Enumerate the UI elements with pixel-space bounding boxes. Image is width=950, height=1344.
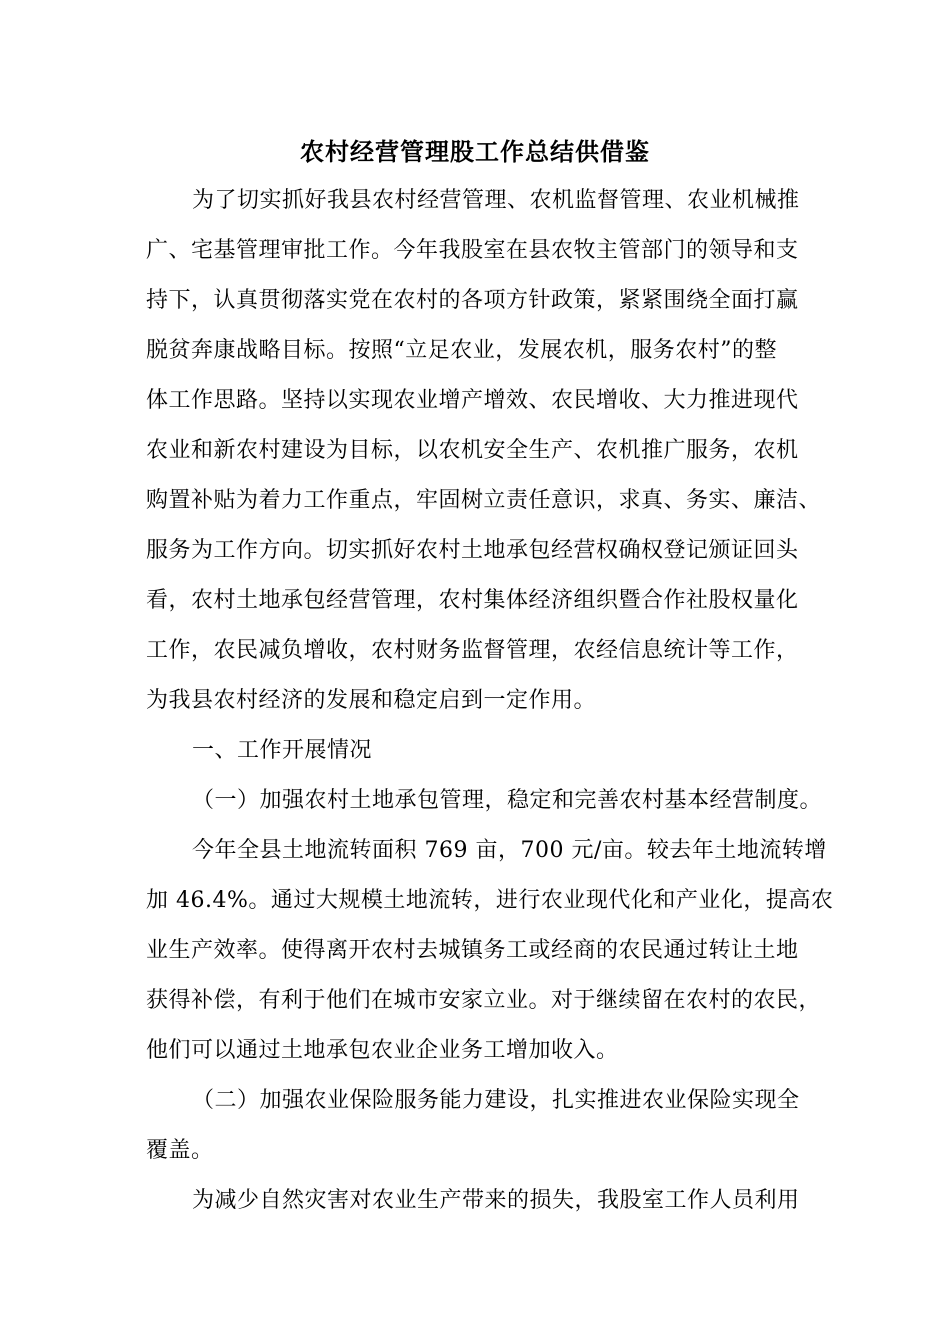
paragraph-line: 为我县农村经济的发展和稳定启到一定作用。 [146,688,597,713]
paragraph-line: 广、宅基管理审批工作。今年我股室在县农牧主管部门的领导和支 [146,238,799,263]
paragraph-line: 农业和新农村建设为目标，以农机安全生产、农机推广服务，农机 [146,438,799,463]
paragraph-line: 业生产效率。使得离开农村去城镇务工或经商的农民通过转让土地 [146,938,799,963]
paragraph-line: 他们可以通过土地承包农业企业务工增加收入。 [146,1038,619,1063]
paragraph-line: 工作，农民减负增收，农村财务监督管理，农经信息统计等工作， [146,638,799,663]
paragraph-line: 为减少自然灾害对农业生产带来的损失，我股室工作人员利用 [192,1188,800,1213]
paragraph-line: 体工作思路。坚持以实现农业增产增效、农民增收、大力推进现代 [146,388,799,413]
subsection-heading: （一）加强农村土地承包管理，稳定和完善农村基本经营制度。 [192,788,823,813]
subsection-heading-continued: 覆盖。 [146,1138,214,1163]
paragraph-line: 获得补偿，有利于他们在城市安家立业。对于继续留在农村的农民， [146,988,822,1013]
paragraph-line: 服务为工作方向。切实抓好农村土地承包经营权确权登记颁证回头 [146,538,799,563]
paragraph-line: 看，农村土地承包经营管理，农村集体经济组织暨合作社股权量化 [146,588,799,613]
paragraph-line: 加 46.4%。通过大规模土地流转，进行农业现代化和产业化，提高农 [146,888,834,913]
paragraph-line: 脱贫奔康战略目标。按照“立足农业，发展农机，服务农村”的整 [146,338,777,363]
paragraph-line: 购置补贴为着力工作重点，牢固树立责任意识，求真、务实、廉洁、 [146,488,822,513]
paragraph-line: 为了切实抓好我县农村经营管理、农机监督管理、农业机械推 [192,188,800,213]
paragraph-line: 今年全县土地流转面积 769 亩，700 元/亩。较去年土地流转增 [192,838,827,863]
subsection-heading: （二）加强农业保险服务能力建设，扎实推进农业保险实现全 [192,1088,800,1113]
section-heading: 一、工作开展情况 [192,738,373,763]
document-title: 农村经营管理股工作总结供借鉴 [300,137,650,166]
paragraph-line: 持下，认真贯彻落实党在农村的各项方针政策，紧紧围绕全面打赢 [146,288,799,313]
